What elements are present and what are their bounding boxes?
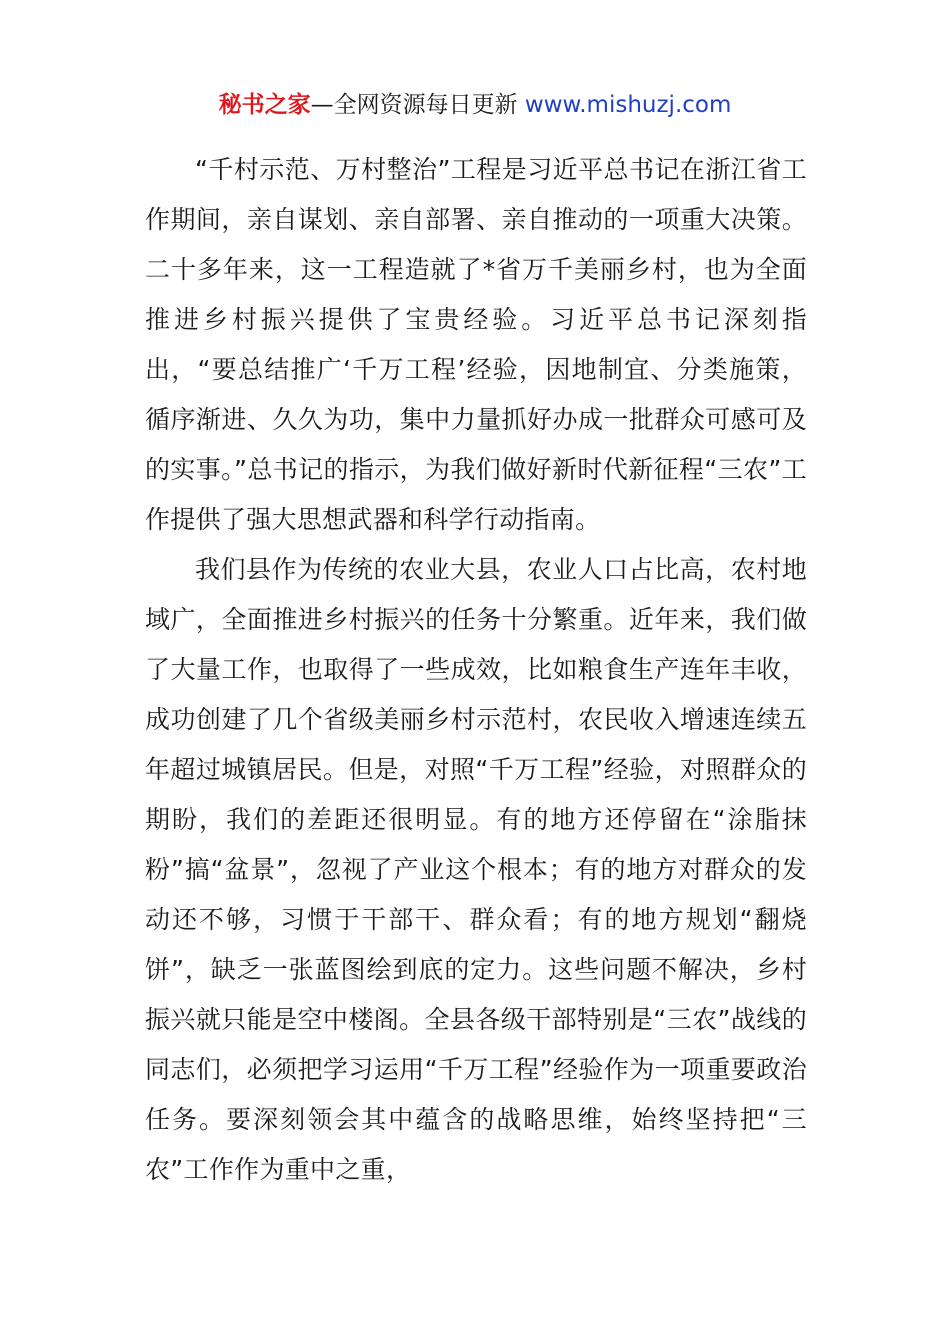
document-body bbox=[145, 145, 807, 1195]
site-url-link[interactable]: www.mishuzj.com bbox=[524, 92, 732, 118]
paragraph-2: 我们县作为传统的农业大县，农业人口占比高，农村地域广，全面推进乡村振兴的任务十分繁重。近年来，我们做了大量工作，也取得了一些成效，比如粮食生产连年丰收，成功创建了几个省级美丽乡村示范村，农民收入增速连续五年超过城镇居民。但是，对照“千万工程”经验，对照群众的期盼，我们的差距还很明显。有的地方还停留在“涂脂抹粉”搞“盆景”，忽视了产业这个根本；有的地方对群众的发动还不够，习惯于干部干、群众看；有的地方规划“翻烧饼”，缺乏一张蓝图绘到底的定力。这些问题不解决，乡村振兴就只能是空中楼阁。全县各级干部特别是“三农”战线的同志们，必须把学习运用“千万工程”经验作为一项重要政治任务。要深刻领会其中蕴含的战略思维，始终坚持把“三农”工作作为重中之重， bbox=[145, 555, 807, 1184]
header-tagline: —全网资源每日更新 bbox=[310, 92, 525, 118]
page-header bbox=[0, 88, 950, 122]
paragraph-1: “千村示范、万村整治”工程是习近平总书记在浙江省工作期间，亲自谋划、亲自部署、亲自推动的一项重大决策。二十多年来，这一工程造就了*省万千美丽乡村，也为全面推进乡村振兴提供了宝贵经验。习近平总书记深刻指出，“要总结推广‘千万工程’经验，因地制宜、分类施策，循序渐进、久久为功，集中力量抓好办成一批群众可感可及的实事。”总书记的指示，为我们做好新时代新征程“三农”工作提供了强大思想武器和科学行动指南。 bbox=[145, 155, 807, 534]
brand-name: 秘书之家 bbox=[218, 92, 311, 118]
